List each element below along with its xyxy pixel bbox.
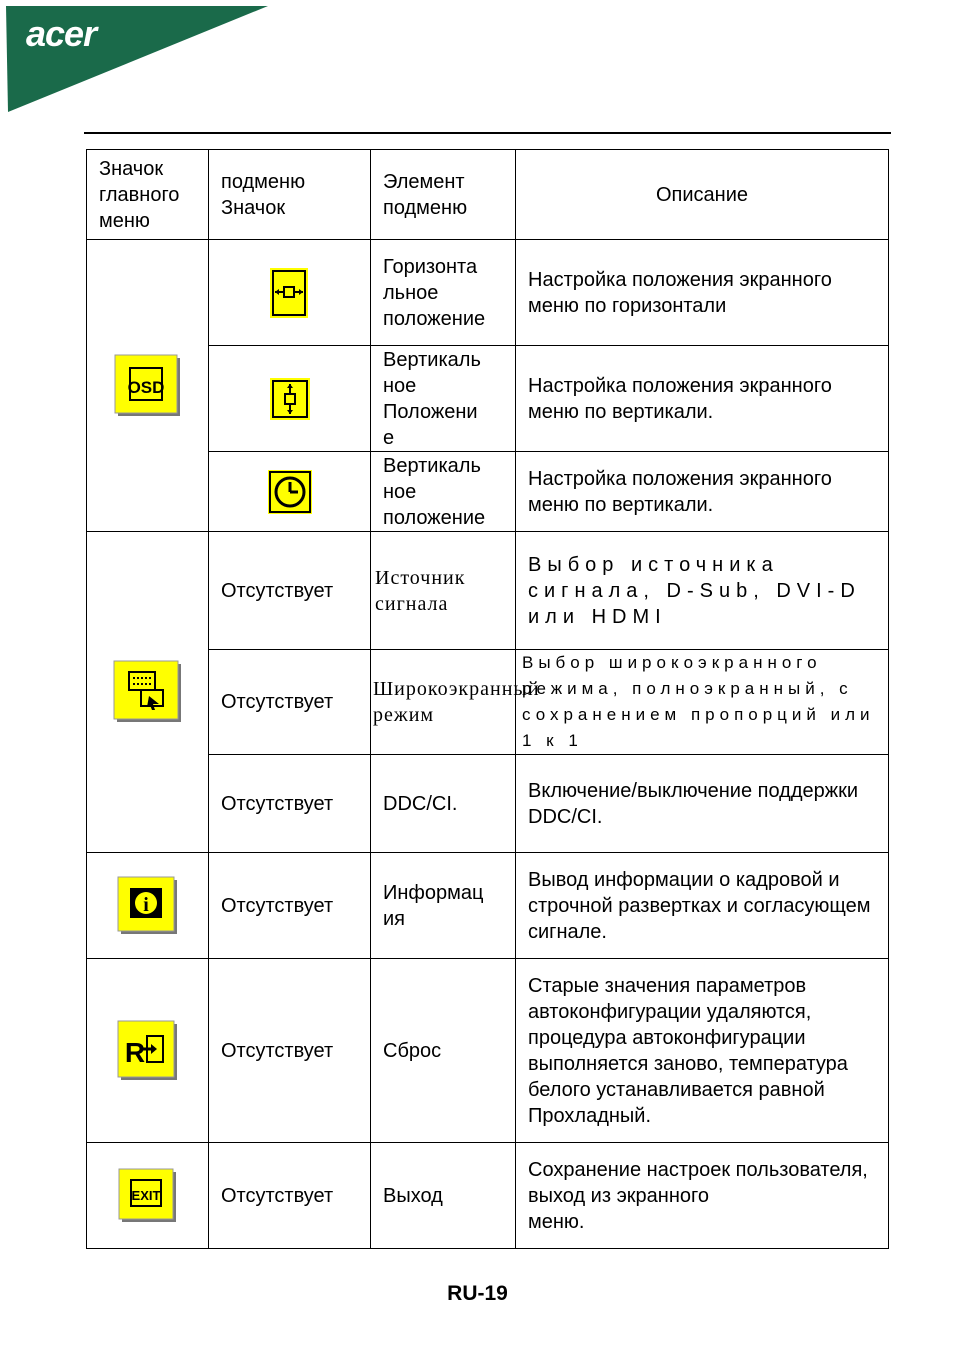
acer-logo-text: acer bbox=[26, 13, 97, 54]
submenu-item: DDC/CI. bbox=[371, 755, 516, 853]
header-sub-icon: подменю Значок bbox=[209, 150, 371, 240]
item-description: Вывод информации о кадровой и строчной развертках и согласующем сигнале. bbox=[516, 853, 889, 959]
svg-text:EXIT: EXIT bbox=[131, 1187, 160, 1203]
header-rule bbox=[84, 132, 891, 134]
item-description: Настройка положения экранного меню по вертикали. bbox=[516, 452, 889, 532]
submenu-item: Информац ия bbox=[371, 853, 516, 959]
timeout-clock-icon bbox=[267, 469, 313, 515]
header-description: Описание bbox=[516, 150, 889, 240]
sub-icon-cell bbox=[209, 346, 371, 452]
main-icon-cell bbox=[87, 1143, 209, 1249]
main-icon-cell bbox=[87, 532, 209, 853]
submenu-icon-none: Отсутствует bbox=[209, 532, 371, 650]
table-header-row bbox=[87, 150, 889, 240]
table-row bbox=[87, 853, 889, 959]
table-row bbox=[87, 532, 889, 650]
main-icon-cell bbox=[87, 240, 209, 532]
submenu-item: Выход bbox=[371, 1143, 516, 1249]
input-source-icon bbox=[113, 660, 183, 724]
submenu-icon-none: Отсутствует bbox=[209, 959, 371, 1143]
page-number: RU-19 bbox=[447, 1282, 508, 1305]
item-description: Выбор источника сигнала, D-Sub, DVI-D или HDMI bbox=[516, 532, 889, 650]
submenu-item: Вертикаль ное Положени е bbox=[371, 346, 516, 452]
exit-icon bbox=[118, 1168, 178, 1224]
submenu-item: Сброс bbox=[371, 959, 516, 1143]
item-description: Включение/выключение поддержки DDC/CI. bbox=[516, 755, 889, 853]
submenu-item: Широкоэкранный режим bbox=[371, 650, 516, 755]
table-row bbox=[87, 959, 889, 1143]
table-row bbox=[87, 240, 889, 346]
submenu-icon-none: Отсутствует bbox=[209, 853, 371, 959]
information-icon bbox=[117, 876, 179, 936]
svg-text:R: R bbox=[124, 1036, 145, 1068]
svg-text:OSD: OSD bbox=[127, 377, 164, 397]
submenu-item: Источник сигнала bbox=[371, 532, 516, 650]
submenu-icon-none: Отсутствует bbox=[209, 755, 371, 853]
header-item: Элемент подменю bbox=[371, 150, 516, 240]
sub-icon-cell bbox=[209, 452, 371, 532]
osd-menu-table bbox=[86, 149, 889, 1249]
submenu-icon-none: Отсутствует bbox=[209, 1143, 371, 1249]
submenu-icon-none: Отсутствует bbox=[209, 650, 371, 755]
main-icon-cell bbox=[87, 853, 209, 959]
horizontal-position-icon bbox=[269, 267, 311, 319]
osd-icon bbox=[114, 354, 182, 418]
sub-icon-cell bbox=[209, 240, 371, 346]
item-description: Сохранение настроек пользователя, выход из экранного меню. bbox=[516, 1143, 889, 1249]
item-description: Выбор широкоэкранного режима, полноэкранный, с сохранением пропорций или 1 к 1 bbox=[516, 650, 889, 755]
header-main-icon: Значок главного меню bbox=[87, 150, 209, 240]
item-description: Старые значения параметров автоконфигурации удаляются, процедура автоконфигурации выполняется заново, температура белого устанавливается равной Прохладный. bbox=[516, 959, 889, 1143]
submenu-item: Вертикаль ное положение bbox=[371, 452, 516, 532]
item-description: Настройка положения экранного меню по вертикали. bbox=[516, 346, 889, 452]
reset-icon bbox=[117, 1020, 179, 1082]
item-description: Настройка положения экранного меню по горизонтали bbox=[516, 240, 889, 346]
svg-text:i: i bbox=[142, 893, 149, 916]
main-icon-cell bbox=[87, 959, 209, 1143]
acer-logo-banner bbox=[0, 0, 280, 120]
submenu-item: Горизонта льное положение bbox=[371, 240, 516, 346]
vertical-position-icon bbox=[269, 377, 311, 421]
table-row bbox=[87, 1143, 889, 1249]
